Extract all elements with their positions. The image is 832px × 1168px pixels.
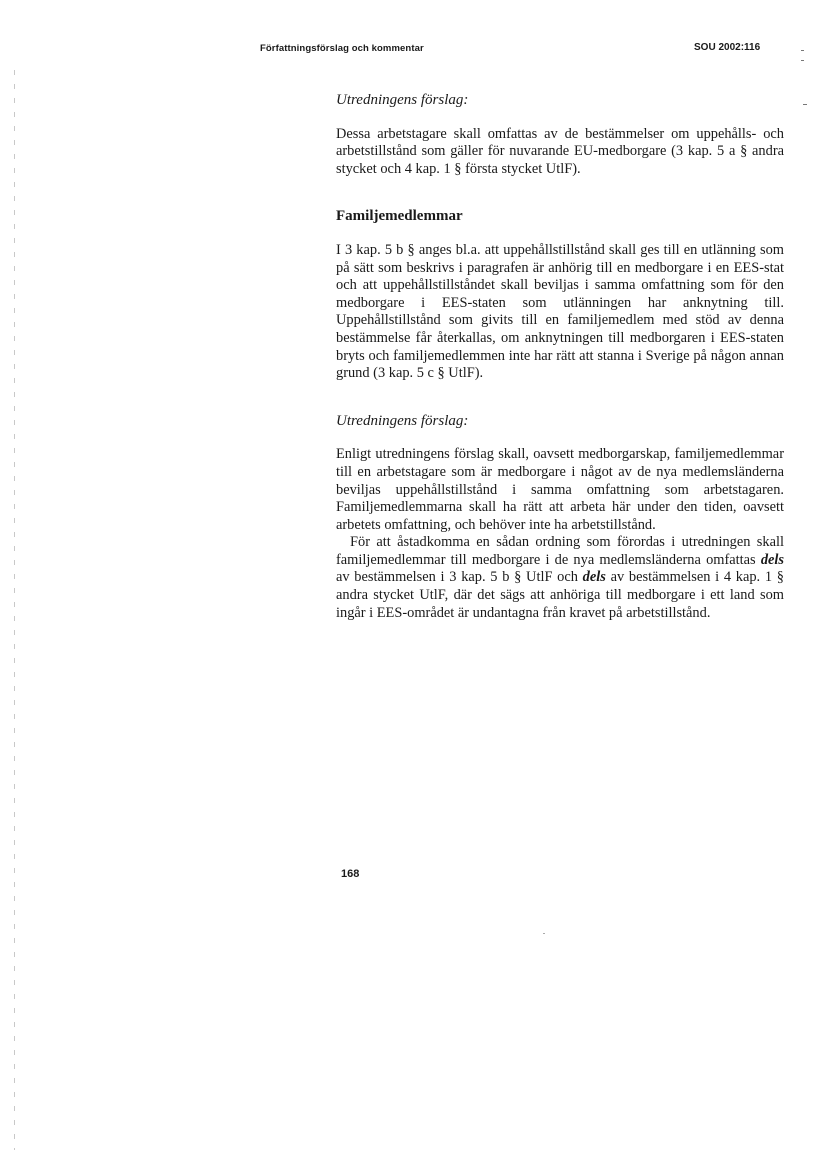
paragraph-text: av bestämmelsen i 4 kap. 1 § andra stycket UtlF, där det sägs att anhöriga till medborgare i ett land som ingår i EES-området är undantagna från kravet på arbetstillstånd. (336, 569, 784, 621)
scan-artifact-mark (803, 104, 807, 105)
scan-artifact-mark (801, 60, 804, 61)
emphasis-dels: dels (582, 569, 606, 586)
scan-artifact-line (14, 70, 15, 1150)
scan-artifact-mark (543, 933, 545, 934)
section-heading: Familjemedlemmar (336, 208, 463, 225)
section-heading: Utredningens förslag: (336, 92, 469, 108)
paragraph-text: av bestämmelsen i 3 kap. 5 b § UtlF och (336, 569, 583, 586)
paragraph-text: För att åstadkomma en sådan ordning som förordas i utredningen skall familjemedlemmar till medborgare i de nya medlemsländerna omfattas (336, 534, 784, 568)
paragraph: I 3 kap. 5 b § anges bl.a. att uppehållstillstånd skall ges till en utlänning som på sätt som beskrivs i paragrafen är anhörig till en medborgare i en EES-stat och att uppehållstillståndet skall beviljas i samma omfattning som för den medborgare i EES-staten som utlänningen har anknytning till. Uppehållstillstånd som givits till en familjemedlem med stöd av denna bestämmelse får återkallas, om anknytningen till medborgaren i EES-staten bryts och familjemedlemmen inte har rätt att stanna i Sverige på någon annan grund (3 kap. 5 c § UtlF). (336, 241, 784, 382)
running-header-report-id: SOU 2002:116 (694, 42, 761, 53)
section-heading: Utredningens förslag: (336, 412, 469, 429)
paragraph: Enligt utredningens förslag skall, oavsett medborgarskap, familjemedlemmar till en arbetstagare som är medborgare i något av de nya medlemsländerna beviljas uppehållstillstånd i samma omfattning som arbetstagaren. Familjemedlemmarna skall ha rätt att arbeta här under den tiden, oavsett arbetets omfattning, och behöver inte ha arbetstillstånd. (336, 446, 784, 533)
page-body (336, 92, 784, 622)
emphasis-dels: dels (760, 551, 784, 568)
paragraph: Dessa arbetstagare skall omfattas av de bestämmelser om uppehålls- och arbetstillstånd som gäller för nuvarande EU-medborgare (3 kap. 5 a § andra stycket och 4 kap. 1 § första stycket UtlF). (336, 125, 784, 177)
running-header-title: Författningsförslag och kommentar (260, 43, 424, 54)
page-number: 168 (341, 868, 360, 880)
scan-artifact-mark (801, 50, 804, 51)
paragraph (336, 534, 784, 622)
